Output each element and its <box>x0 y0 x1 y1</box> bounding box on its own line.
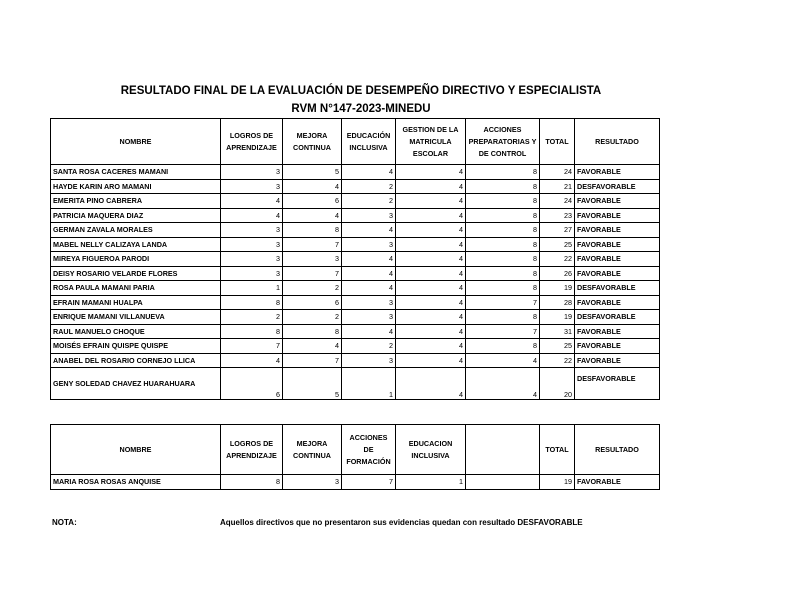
cell-total: 22 <box>540 252 575 267</box>
cell-score-2: 4 <box>283 179 342 194</box>
header-mejora-continua: MEJORA CONTINUA <box>283 425 342 475</box>
cell-score-3: 4 <box>342 165 396 180</box>
cell-total: 22 <box>540 353 575 368</box>
cell-score-2: 5 <box>283 165 342 180</box>
table-row <box>51 281 660 296</box>
header-total: TOTAL <box>540 119 575 165</box>
cell-score-1: 8 <box>221 475 283 490</box>
cell-resultado: FAVORABLE <box>575 295 660 310</box>
cell-score-3: 1 <box>342 368 396 400</box>
table-header-row <box>51 119 660 165</box>
cell-score-3: 2 <box>342 339 396 354</box>
header-acciones-formacion: ACCIONES DE FORMACIÓN <box>342 425 396 475</box>
cell-score-3: 4 <box>342 266 396 281</box>
note-text: Aquellos directivos que no presentaron sus evidencias quedan con resultado DESFAVORABLE <box>220 518 583 527</box>
cell-score-4: 4 <box>396 266 466 281</box>
cell-resultado: FAVORABLE <box>575 266 660 281</box>
cell-score-2: 7 <box>283 353 342 368</box>
cell-score-5: 8 <box>466 237 540 252</box>
cell-nombre: MOISÉS EFRAIN QUISPE QUISPE <box>51 339 221 354</box>
cell-total: 19 <box>540 475 575 490</box>
table-row <box>51 475 660 490</box>
cell-score-4: 4 <box>396 179 466 194</box>
cell-nombre: ROSA PAULA MAMANI PARIA <box>51 281 221 296</box>
table-row <box>51 353 660 368</box>
cell-score-5: 8 <box>466 223 540 238</box>
cell-nombre: HAYDE KARIN ARO MAMANI <box>51 179 221 194</box>
cell-total: 25 <box>540 237 575 252</box>
note-label: NOTA: <box>52 518 77 527</box>
cell-score-2: 6 <box>283 194 342 209</box>
header-educacion-inclusiva: EDUCACIÓN INCLUSIVA <box>342 119 396 165</box>
cell-score-1: 4 <box>221 353 283 368</box>
table-row <box>51 194 660 209</box>
cell-score-4: 4 <box>396 339 466 354</box>
cell-total: 24 <box>540 194 575 209</box>
cell-score-5: 8 <box>466 310 540 325</box>
cell-score-5: 8 <box>466 266 540 281</box>
header-logros-aprendizaje: LOGROS DE APRENDIZAJE <box>221 119 283 165</box>
cell-total: 19 <box>540 310 575 325</box>
cell-score-4: 4 <box>396 165 466 180</box>
cell-nombre: MABEL NELLY CALIZAYA LANDA <box>51 237 221 252</box>
cell-nombre: ANABEL DEL ROSARIO CORNEJO LLICA <box>51 353 221 368</box>
cell-score-3: 3 <box>342 353 396 368</box>
header-resultado: RESULTADO <box>575 119 660 165</box>
cell-score-5: 8 <box>466 165 540 180</box>
cell-score-1: 3 <box>221 237 283 252</box>
cell-total: 26 <box>540 266 575 281</box>
header-educacion-inclusiva: EDUCACION INCLUSIVA <box>396 425 466 475</box>
cell-score-1: 3 <box>221 179 283 194</box>
table-row <box>51 223 660 238</box>
table-row <box>51 252 660 267</box>
cell-score-4: 4 <box>396 281 466 296</box>
cell-resultado: FAVORABLE <box>575 339 660 354</box>
cell-resultado: FAVORABLE <box>575 223 660 238</box>
cell-total: 24 <box>540 165 575 180</box>
cell-score-2: 3 <box>283 475 342 490</box>
cell-score-1: 6 <box>221 368 283 400</box>
cell-score-2: 5 <box>283 368 342 400</box>
cell-score-2: 8 <box>283 223 342 238</box>
cell-nombre: RAUL MANUELO CHOQUE <box>51 324 221 339</box>
cell-score-2: 2 <box>283 281 342 296</box>
cell-resultado: FAVORABLE <box>575 165 660 180</box>
header-acciones-preparatorias: ACCIONES PREPARATORIAS Y DE CONTROL <box>466 119 540 165</box>
header-total: TOTAL <box>540 425 575 475</box>
cell-score-3: 4 <box>342 252 396 267</box>
cell-score-5: 8 <box>466 194 540 209</box>
cell-score-2: 7 <box>283 266 342 281</box>
cell-nombre: ENRIQUE MAMANI VILLANUEVA <box>51 310 221 325</box>
cell-score-3: 3 <box>342 237 396 252</box>
document-subtitle: RVM N°147-2023-MINEDU <box>291 103 431 115</box>
cell-resultado: FAVORABLE <box>575 252 660 267</box>
cell-nombre: MIREYA FIGUEROA PARODI <box>51 252 221 267</box>
cell-total: 20 <box>540 368 575 400</box>
header-mejora-continua: MEJORA CONTINUA <box>283 119 342 165</box>
cell-score-2: 6 <box>283 295 342 310</box>
results-table-especialistas <box>50 424 660 490</box>
cell-resultado: FAVORABLE <box>575 353 660 368</box>
header-nombre: NOMBRE <box>51 425 221 475</box>
cell-score-1: 4 <box>221 194 283 209</box>
cell-resultado: FAVORABLE <box>575 324 660 339</box>
cell-score-2: 8 <box>283 324 342 339</box>
cell-score-3: 2 <box>342 179 396 194</box>
cell-nombre: EMERITA PINO CABRERA <box>51 194 221 209</box>
cell-score-5: 4 <box>466 368 540 400</box>
cell-total: 31 <box>540 324 575 339</box>
cell-resultado: FAVORABLE <box>575 208 660 223</box>
table-row <box>51 339 660 354</box>
cell-score-2: 3 <box>283 252 342 267</box>
cell-score-5: 8 <box>466 281 540 296</box>
table-row <box>51 368 660 400</box>
cell-score-1: 3 <box>221 266 283 281</box>
cell-score-4: 4 <box>396 223 466 238</box>
cell-score-4: 4 <box>396 368 466 400</box>
cell-resultado: DESFAVORABLE <box>575 310 660 325</box>
cell-total: 27 <box>540 223 575 238</box>
table-row <box>51 295 660 310</box>
header-gestion-matricula: GESTION DE LA MATRICULA ESCOLAR <box>396 119 466 165</box>
cell-score-4: 4 <box>396 310 466 325</box>
cell-score-1: 8 <box>221 295 283 310</box>
cell-total: 21 <box>540 179 575 194</box>
cell-score-1: 1 <box>221 281 283 296</box>
cell-total: 19 <box>540 281 575 296</box>
cell-score-2: 4 <box>283 208 342 223</box>
cell-score-2: 4 <box>283 339 342 354</box>
table-row <box>51 179 660 194</box>
table-row <box>51 266 660 281</box>
cell-resultado: FAVORABLE <box>575 237 660 252</box>
cell-nombre: PATRICIA MAQUERA DIAZ <box>51 208 221 223</box>
header-nombre: NOMBRE <box>51 119 221 165</box>
header-logros-aprendizaje: LOGROS DE APRENDIZAJE <box>221 425 283 475</box>
header-empty <box>466 425 540 475</box>
cell-score-4: 4 <box>396 194 466 209</box>
cell-score-2: 2 <box>283 310 342 325</box>
cell-resultado: FAVORABLE <box>575 194 660 209</box>
cell-score-3: 4 <box>342 324 396 339</box>
cell-resultado: DESFAVORABLE <box>575 179 660 194</box>
cell-resultado: FAVORABLE <box>575 475 660 490</box>
cell-score-1: 2 <box>221 310 283 325</box>
table-row <box>51 324 660 339</box>
cell-score-3: 3 <box>342 310 396 325</box>
cell-score-3: 4 <box>342 281 396 296</box>
cell-score-3: 3 <box>342 295 396 310</box>
cell-score-1: 8 <box>221 324 283 339</box>
cell-score-5: 7 <box>466 324 540 339</box>
cell-total: 23 <box>540 208 575 223</box>
cell-nombre: GENY SOLEDAD CHAVEZ HUARAHUARA <box>51 368 221 400</box>
cell-score-4: 4 <box>396 237 466 252</box>
table-row <box>51 237 660 252</box>
cell-score-4: 4 <box>396 295 466 310</box>
cell-score-4: 4 <box>396 353 466 368</box>
cell-score-5: 8 <box>466 179 540 194</box>
cell-nombre: SANTA ROSA CACERES MAMANI <box>51 165 221 180</box>
table-header-row <box>51 425 660 475</box>
cell-score-5 <box>466 475 540 490</box>
cell-score-1: 7 <box>221 339 283 354</box>
cell-nombre: EFRAIN MAMANI HUALPA <box>51 295 221 310</box>
cell-score-4: 4 <box>396 208 466 223</box>
cell-total: 25 <box>540 339 575 354</box>
cell-score-5: 7 <box>466 295 540 310</box>
cell-nombre: DEISY ROSARIO VELARDE FLORES <box>51 266 221 281</box>
cell-resultado: DESFAVORABLE <box>575 368 660 400</box>
cell-score-1: 3 <box>221 252 283 267</box>
cell-score-2: 7 <box>283 237 342 252</box>
cell-score-1: 3 <box>221 165 283 180</box>
cell-score-4: 4 <box>396 324 466 339</box>
cell-nombre: GERMAN ZAVALA MORALES <box>51 223 221 238</box>
cell-resultado: DESFAVORABLE <box>575 281 660 296</box>
cell-score-3: 3 <box>342 208 396 223</box>
cell-score-5: 8 <box>466 208 540 223</box>
cell-total: 28 <box>540 295 575 310</box>
cell-score-5: 8 <box>466 252 540 267</box>
cell-score-5: 8 <box>466 339 540 354</box>
cell-score-1: 3 <box>221 223 283 238</box>
table-row <box>51 165 660 180</box>
cell-score-5: 4 <box>466 353 540 368</box>
cell-nombre: MARIA ROSA ROSAS ANQUISE <box>51 475 221 490</box>
header-resultado: RESULTADO <box>575 425 660 475</box>
cell-score-4: 1 <box>396 475 466 490</box>
cell-score-3: 2 <box>342 194 396 209</box>
cell-score-1: 4 <box>221 208 283 223</box>
table-row <box>51 310 660 325</box>
cell-score-4: 4 <box>396 252 466 267</box>
cell-score-3: 7 <box>342 475 396 490</box>
document-title: RESULTADO FINAL DE LA EVALUACIÓN DE DESEMPEÑO DIRECTIVO Y ESPECIALISTA <box>120 85 602 97</box>
cell-score-3: 4 <box>342 223 396 238</box>
results-table-directivos <box>50 118 660 400</box>
table-row <box>51 208 660 223</box>
